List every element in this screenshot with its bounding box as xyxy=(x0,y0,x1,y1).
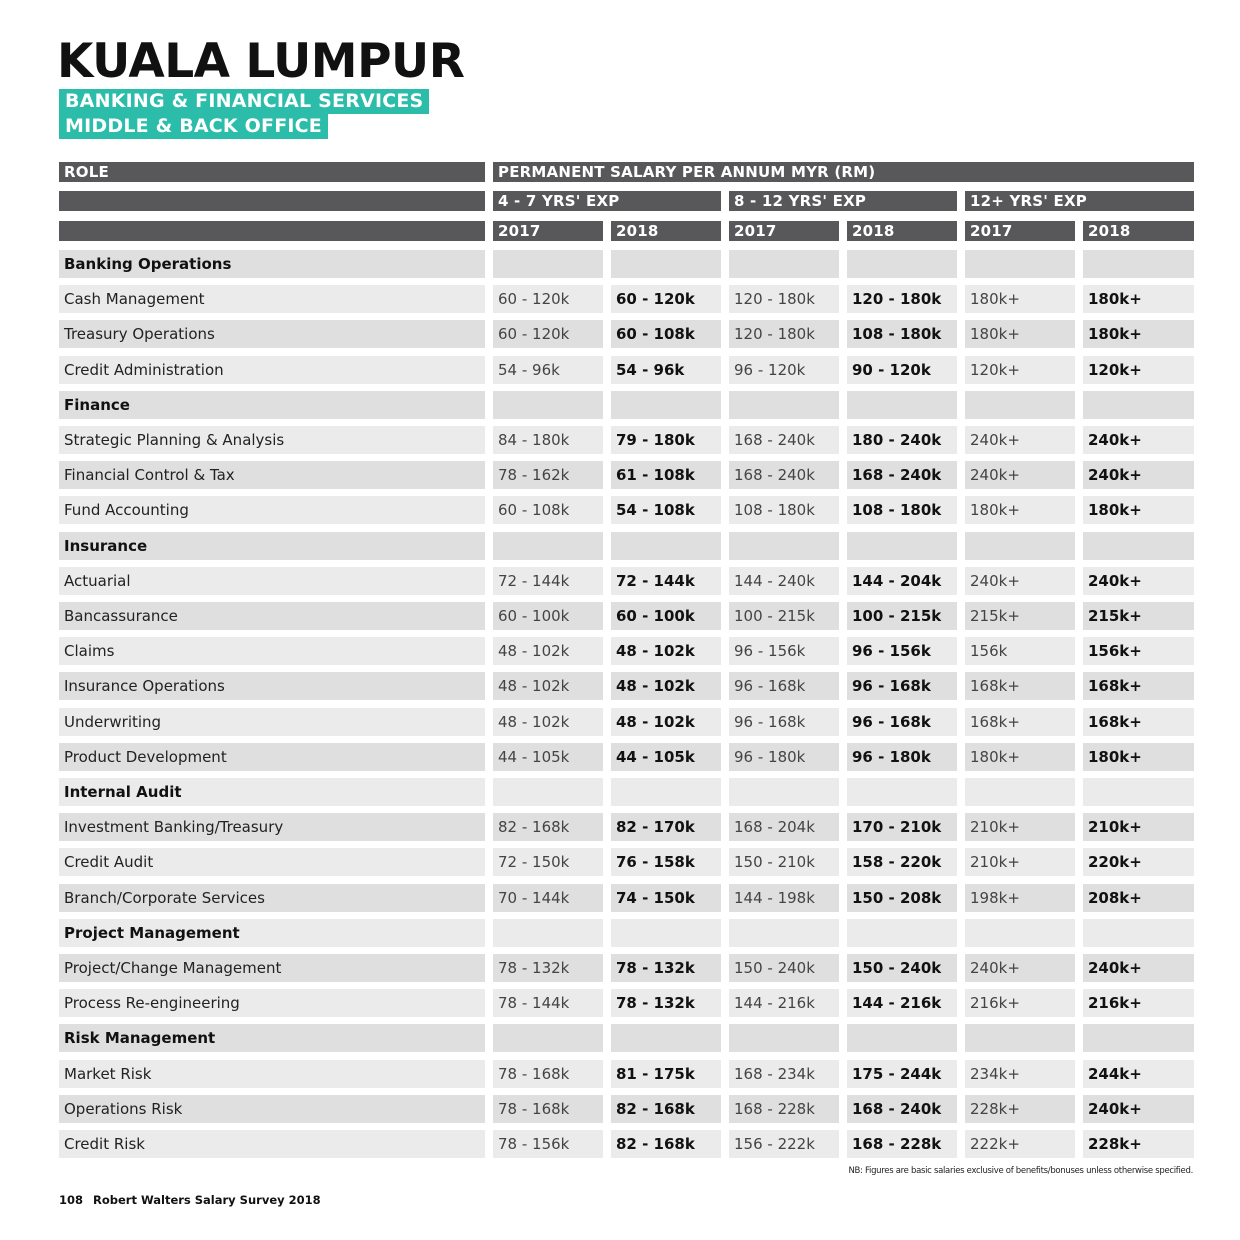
empty-cell xyxy=(965,919,1075,947)
empty-cell xyxy=(493,778,603,806)
role-label: Cash Management xyxy=(59,285,485,313)
salary-cell: 168 - 240k xyxy=(847,461,957,489)
salary-cell: 96 - 180k xyxy=(847,743,957,771)
salary-cell: 78 - 132k xyxy=(611,954,721,982)
header-year: 2018 xyxy=(847,221,957,241)
empty-cell xyxy=(965,391,1075,419)
salary-cell: 120 - 180k xyxy=(847,285,957,313)
salary-cell: 82 - 168k xyxy=(493,813,603,841)
role-label: Credit Risk xyxy=(59,1130,485,1158)
salary-cell: 120k+ xyxy=(965,356,1075,384)
salary-cell: 156 - 222k xyxy=(729,1130,839,1158)
empty-cell xyxy=(847,919,957,947)
salary-cell: 240k+ xyxy=(1083,1095,1194,1123)
salary-cell: 78 - 132k xyxy=(493,954,603,982)
salary-cell: 78 - 168k xyxy=(493,1095,603,1123)
salary-cell: 78 - 132k xyxy=(611,989,721,1017)
salary-cell: 44 - 105k xyxy=(493,743,603,771)
empty-cell xyxy=(729,778,839,806)
salary-cell: 54 - 96k xyxy=(493,356,603,384)
salary-cell: 244k+ xyxy=(1083,1060,1194,1088)
salary-cell: 82 - 168k xyxy=(611,1095,721,1123)
header-year: 2018 xyxy=(611,221,721,241)
salary-cell: 150 - 208k xyxy=(847,884,957,912)
salary-cell: 240k+ xyxy=(965,567,1075,595)
salary-cell: 168 - 228k xyxy=(729,1095,839,1123)
empty-cell xyxy=(965,1024,1075,1052)
salary-cell: 144 - 240k xyxy=(729,567,839,595)
salary-cell: 180k+ xyxy=(965,496,1075,524)
salary-cell: 60 - 120k xyxy=(493,320,603,348)
role-label: Process Re-engineering xyxy=(59,989,485,1017)
salary-cell: 81 - 175k xyxy=(611,1060,721,1088)
empty-cell xyxy=(729,532,839,560)
salary-cell: 180k+ xyxy=(965,320,1075,348)
empty-cell xyxy=(729,919,839,947)
empty-cell xyxy=(965,250,1075,278)
empty-cell xyxy=(1083,532,1194,560)
header-band-1: 4 - 7 YRS' EXP xyxy=(493,191,721,211)
header-blank-role-3 xyxy=(59,221,485,241)
salary-cell: 180k+ xyxy=(1083,285,1194,313)
header-band-2: 8 - 12 YRS' EXP xyxy=(729,191,957,211)
empty-cell xyxy=(729,391,839,419)
salary-cell: 168 - 228k xyxy=(847,1130,957,1158)
empty-cell xyxy=(1083,250,1194,278)
role-label: Claims xyxy=(59,637,485,665)
salary-cell: 54 - 96k xyxy=(611,356,721,384)
salary-cell: 240k+ xyxy=(1083,426,1194,454)
group-label: Insurance xyxy=(59,532,485,560)
salary-cell: 222k+ xyxy=(965,1130,1075,1158)
publication-name: Robert Walters Salary Survey 2018 xyxy=(93,1193,321,1207)
salary-cell: 48 - 102k xyxy=(611,672,721,700)
salary-cell: 150 - 240k xyxy=(729,954,839,982)
header-band-3: 12+ YRS' EXP xyxy=(965,191,1194,211)
salary-cell: 44 - 105k xyxy=(611,743,721,771)
salary-cell: 210k+ xyxy=(965,848,1075,876)
salary-cell: 240k+ xyxy=(965,954,1075,982)
salary-cell: 168k+ xyxy=(965,672,1075,700)
salary-cell: 96 - 120k xyxy=(729,356,839,384)
salary-cell: 180k+ xyxy=(1083,743,1194,771)
salary-cell: 120 - 180k xyxy=(729,320,839,348)
role-label: Investment Banking/Treasury xyxy=(59,813,485,841)
salary-cell: 215k+ xyxy=(965,602,1075,630)
salary-cell: 60 - 100k xyxy=(493,602,603,630)
salary-cell: 198k+ xyxy=(965,884,1075,912)
salary-cell: 216k+ xyxy=(1083,989,1194,1017)
salary-cell: 60 - 108k xyxy=(493,496,603,524)
salary-cell: 60 - 120k xyxy=(611,285,721,313)
page-title: KUALA LUMPUR xyxy=(57,34,465,89)
salary-cell: 120 - 180k xyxy=(729,285,839,313)
role-label: Strategic Planning & Analysis xyxy=(59,426,485,454)
salary-cell: 240k+ xyxy=(1083,954,1194,982)
salary-cell: 228k+ xyxy=(1083,1130,1194,1158)
salary-cell: 60 - 120k xyxy=(493,285,603,313)
salary-cell: 48 - 102k xyxy=(493,708,603,736)
salary-cell: 220k+ xyxy=(1083,848,1194,876)
salary-cell: 168 - 240k xyxy=(847,1095,957,1123)
header-year: 2018 xyxy=(1083,221,1194,241)
salary-cell: 144 - 204k xyxy=(847,567,957,595)
salary-cell: 210k+ xyxy=(965,813,1075,841)
salary-cell: 76 - 158k xyxy=(611,848,721,876)
header-role: ROLE xyxy=(59,162,485,182)
salary-cell: 168k+ xyxy=(965,708,1075,736)
salary-cell: 180k+ xyxy=(965,285,1075,313)
salary-cell: 150 - 240k xyxy=(847,954,957,982)
salary-cell: 168 - 234k xyxy=(729,1060,839,1088)
salary-cell: 96 - 168k xyxy=(729,672,839,700)
salary-cell: 228k+ xyxy=(965,1095,1075,1123)
salary-cell: 175 - 244k xyxy=(847,1060,957,1088)
salary-cell: 240k+ xyxy=(965,426,1075,454)
salary-cell: 120k+ xyxy=(1083,356,1194,384)
salary-cell: 78 - 156k xyxy=(493,1130,603,1158)
salary-cell: 96 - 168k xyxy=(847,672,957,700)
empty-cell xyxy=(611,1024,721,1052)
salary-cell: 78 - 144k xyxy=(493,989,603,1017)
salary-cell: 240k+ xyxy=(1083,461,1194,489)
salary-cell: 61 - 108k xyxy=(611,461,721,489)
salary-cell: 72 - 144k xyxy=(611,567,721,595)
salary-cell: 240k+ xyxy=(965,461,1075,489)
empty-cell xyxy=(847,391,957,419)
role-label: Product Development xyxy=(59,743,485,771)
role-label: Branch/Corporate Services xyxy=(59,884,485,912)
role-label: Financial Control & Tax xyxy=(59,461,485,489)
salary-cell: 108 - 180k xyxy=(847,496,957,524)
salary-cell: 78 - 162k xyxy=(493,461,603,489)
empty-cell xyxy=(493,391,603,419)
header-blank-role-2 xyxy=(59,191,485,211)
salary-cell: 48 - 102k xyxy=(493,672,603,700)
group-label: Risk Management xyxy=(59,1024,485,1052)
salary-cell: 216k+ xyxy=(965,989,1075,1017)
header-year: 2017 xyxy=(729,221,839,241)
salary-cell: 96 - 156k xyxy=(729,637,839,665)
empty-cell xyxy=(611,532,721,560)
empty-cell xyxy=(729,250,839,278)
role-label: Credit Administration xyxy=(59,356,485,384)
role-label: Fund Accounting xyxy=(59,496,485,524)
group-label: Internal Audit xyxy=(59,778,485,806)
empty-cell xyxy=(965,778,1075,806)
salary-cell: 96 - 180k xyxy=(729,743,839,771)
salary-cell: 48 - 102k xyxy=(611,708,721,736)
empty-cell xyxy=(611,778,721,806)
salary-cell: 168 - 204k xyxy=(729,813,839,841)
group-label: Project Management xyxy=(59,919,485,947)
salary-cell: 158 - 220k xyxy=(847,848,957,876)
empty-cell xyxy=(1083,919,1194,947)
salary-cell: 82 - 170k xyxy=(611,813,721,841)
salary-cell: 150 - 210k xyxy=(729,848,839,876)
page-number: 108 xyxy=(59,1193,84,1207)
subtitle-sector: BANKING & FINANCIAL SERVICES xyxy=(59,89,429,114)
salary-cell: 156k xyxy=(965,637,1075,665)
empty-cell xyxy=(493,532,603,560)
salary-cell: 96 - 168k xyxy=(847,708,957,736)
salary-cell: 74 - 150k xyxy=(611,884,721,912)
role-label: Underwriting xyxy=(59,708,485,736)
empty-cell xyxy=(493,1024,603,1052)
empty-cell xyxy=(493,250,603,278)
empty-cell xyxy=(611,391,721,419)
empty-cell xyxy=(847,778,957,806)
salary-cell: 108 - 180k xyxy=(847,320,957,348)
header-year: 2017 xyxy=(493,221,603,241)
salary-cell: 79 - 180k xyxy=(611,426,721,454)
salary-cell: 180k+ xyxy=(965,743,1075,771)
salary-cell: 78 - 168k xyxy=(493,1060,603,1088)
empty-cell xyxy=(1083,1024,1194,1052)
salary-cell: 168k+ xyxy=(1083,708,1194,736)
role-label: Bancassurance xyxy=(59,602,485,630)
salary-cell: 84 - 180k xyxy=(493,426,603,454)
salary-cell: 90 - 120k xyxy=(847,356,957,384)
salary-cell: 208k+ xyxy=(1083,884,1194,912)
role-label: Insurance Operations xyxy=(59,672,485,700)
salary-cell: 54 - 108k xyxy=(611,496,721,524)
salary-cell: 240k+ xyxy=(1083,567,1194,595)
salary-cell: 210k+ xyxy=(1083,813,1194,841)
footnote: NB: Figures are basic salaries exclusive of benefits/bonuses unless otherwise specified. xyxy=(848,1166,1193,1176)
salary-cell: 96 - 168k xyxy=(729,708,839,736)
salary-cell: 180k+ xyxy=(1083,496,1194,524)
salary-cell: 100 - 215k xyxy=(847,602,957,630)
empty-cell xyxy=(847,1024,957,1052)
header-year: 2017 xyxy=(965,221,1075,241)
empty-cell xyxy=(847,532,957,560)
salary-cell: 100 - 215k xyxy=(729,602,839,630)
header-salary: PERMANENT SALARY PER ANNUM MYR (RM) xyxy=(493,162,1194,182)
role-label: Credit Audit xyxy=(59,848,485,876)
subtitle-division: MIDDLE & BACK OFFICE xyxy=(59,114,328,139)
salary-cell: 72 - 150k xyxy=(493,848,603,876)
empty-cell xyxy=(611,919,721,947)
salary-cell: 215k+ xyxy=(1083,602,1194,630)
salary-cell: 144 - 216k xyxy=(847,989,957,1017)
salary-cell: 108 - 180k xyxy=(729,496,839,524)
empty-cell xyxy=(847,250,957,278)
group-label: Finance xyxy=(59,391,485,419)
role-label: Market Risk xyxy=(59,1060,485,1088)
salary-cell: 168k+ xyxy=(1083,672,1194,700)
empty-cell xyxy=(1083,391,1194,419)
salary-cell: 82 - 168k xyxy=(611,1130,721,1158)
role-label: Operations Risk xyxy=(59,1095,485,1123)
salary-cell: 168 - 240k xyxy=(729,426,839,454)
role-label: Treasury Operations xyxy=(59,320,485,348)
empty-cell xyxy=(493,919,603,947)
role-label: Actuarial xyxy=(59,567,485,595)
salary-cell: 180 - 240k xyxy=(847,426,957,454)
empty-cell xyxy=(1083,778,1194,806)
page-footer xyxy=(59,1193,331,1207)
salary-cell: 144 - 198k xyxy=(729,884,839,912)
salary-cell: 170 - 210k xyxy=(847,813,957,841)
salary-cell: 48 - 102k xyxy=(611,637,721,665)
empty-cell xyxy=(729,1024,839,1052)
empty-cell xyxy=(965,532,1075,560)
salary-cell: 60 - 100k xyxy=(611,602,721,630)
salary-cell: 60 - 108k xyxy=(611,320,721,348)
salary-cell: 144 - 216k xyxy=(729,989,839,1017)
salary-cell: 168 - 240k xyxy=(729,461,839,489)
salary-cell: 180k+ xyxy=(1083,320,1194,348)
salary-cell: 72 - 144k xyxy=(493,567,603,595)
group-label: Banking Operations xyxy=(59,250,485,278)
salary-cell: 96 - 156k xyxy=(847,637,957,665)
salary-cell: 48 - 102k xyxy=(493,637,603,665)
salary-cell: 156k+ xyxy=(1083,637,1194,665)
empty-cell xyxy=(611,250,721,278)
salary-cell: 70 - 144k xyxy=(493,884,603,912)
role-label: Project/Change Management xyxy=(59,954,485,982)
salary-cell: 234k+ xyxy=(965,1060,1075,1088)
